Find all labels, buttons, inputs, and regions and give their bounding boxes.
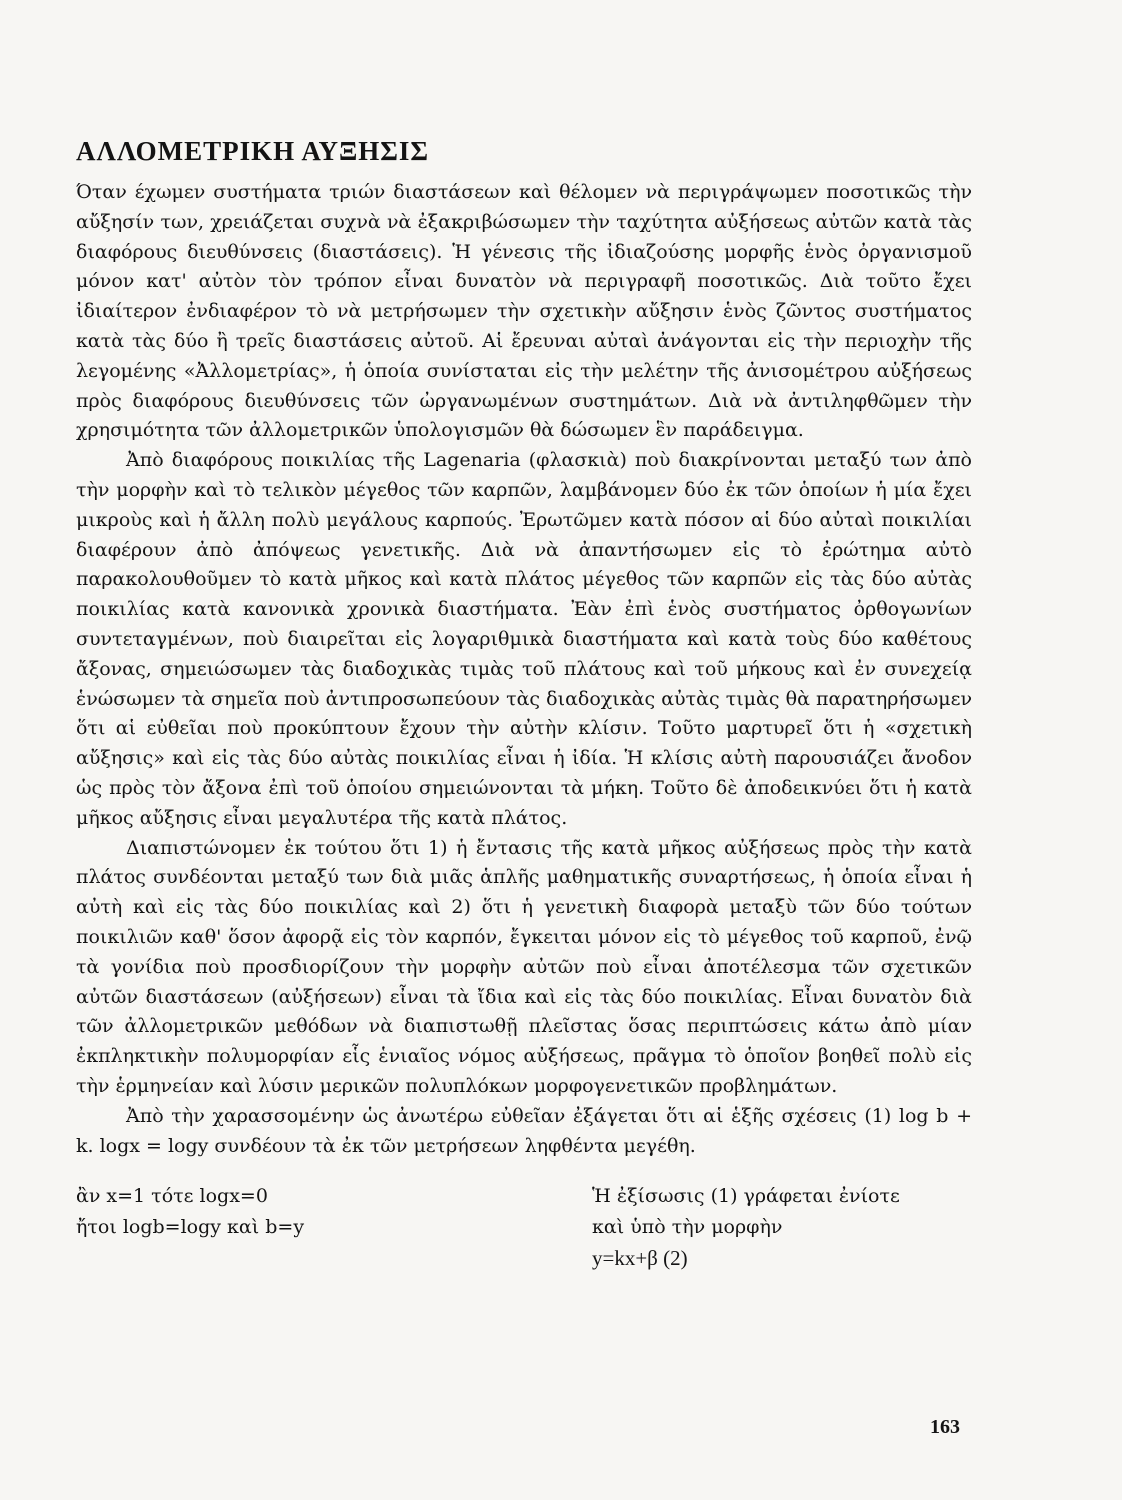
equation-note-continued: καὶ ὑπὸ τὴν μορφὴν [592, 1216, 783, 1239]
equations-block [76, 1181, 972, 1291]
equation-linear-form: y=kx+β (2) [592, 1246, 688, 1271]
equation-note: Ἡ ἐξίσωσις (1) γράφεται ἐνίοτε [592, 1185, 900, 1208]
page-title: ΑΛΛΟΜΕΤΡΙΚΗ ΑΥΞΗΣΙΣ [76, 136, 430, 166]
equations-left [76, 1181, 546, 1243]
page-number: 163 [930, 1416, 960, 1438]
paragraph-relations: Ἀπὸ τὴν χαρασσομένην ὡς ἀνωτέρω εὐθεῖαν ἐξάγεται ὅτι αἱ ἑξῆς σχέσεις (1) log b + k. logx = logy συνδέουν τὰ ἐκ τῶν μετρήσεων ληφθέντα μεγέθη. [76, 1104, 972, 1157]
equation-condition: ἂν x=1 τότε logx=0 [76, 1185, 268, 1208]
equation-result: ἤτοι logb=logy καὶ b=y [76, 1216, 305, 1239]
paragraph-lagenaria: Ἀπὸ διαφόρους ποικιλίας τῆς Lagenaria (φλασκιὰ) ποὺ διακρίνονται μεταξύ των ἀπὸ τὴν μορφὴν καὶ τὸ τελικὸν μέγεθος τῶν καρπῶν, λαμβάνομεν δύο ἐκ τῶν ὁποίων ἡ μία ἔχει μικροὺς καὶ ἡ ἄλλη πολὺ μεγάλους καρπούς. Ἐρωτῶμεν κατὰ πόσον αἱ δύο αὐταὶ ποικιλίαι διαφέρουν ἀπὸ ἀπόψεως γενετικῆς. Διὰ νὰ ἀπαντήσωμεν εἰς τὸ ἐρώτημα αὐτὸ παρακολουθοῦμεν τὸ κατὰ μῆκος καὶ κατὰ πλάτος μέγεθος τῶν καρπῶν εἰς τὰς δύο αὐτὰς ποικιλίας κατὰ κανονικὰ χρονικὰ διαστήματα. Ἐὰν ἐπὶ ἑνὸς συστήματος ὀρθογωνίων συντεταγμένων, ποὺ διαιρεῖται εἰς λογαριθμικὰ διαστήματα καὶ κατὰ τοὺς δύο καθέτους ἄξονας, σημειώσωμεν τὰς διαδοχικὰς τιμὰς τοῦ πλάτους καὶ τοῦ μήκους καὶ ἐν συνεχείᾳ ἑνώσωμεν τὰ σημεῖα ποὺ ἀντιπροσωπεύουν τὰς διαδοχικὰς αὐτὰς τιμὰς θὰ παρατηρήσωμεν ὅτι αἱ εὐθεῖαι ποὺ προκύπτουν ἔχουν τὴν αὐτὴν κλίσιν. Τοῦτο μαρτυρεῖ ὅτι ἡ «σχετικὴ αὔξησις» καὶ εἰς τὰς δύο αὐτὰς ποικιλίας εἶναι ἡ ἰδία. Ἡ κλίσις αὐτὴ παρουσιάζει ἄνοδον ὡς πρὸς τὸν ἄξονα ἐπὶ τοῦ ὁποίου σημειώνονται τὰ μήκη. Τοῦτο δὲ ἀποδεικνύει ὅτι ἡ κατὰ μῆκος αὔξησις εἶναι μεγαλυτέρα τῆς κατὰ πλάτος. [76, 449, 972, 829]
equations-right [592, 1181, 982, 1274]
paragraph-conclusions: Διαπιστώνομεν ἐκ τούτου ὅτι 1) ἡ ἔντασις τῆς κατὰ μῆκος αὐξήσεως πρὸς τὴν κατὰ πλάτος συνδέονται μεταξύ των διὰ μιᾶς ἁπλῆς μαθηματικῆς συναρτήσεως, ἡ ὁποία εἶναι ἡ αὐτὴ καὶ εἰς τὰς δύο ποικιλίας καὶ 2) ὅτι ἡ γενετικὴ διαφορὰ μεταξὺ τῶν δύο τούτων ποικιλιῶν καθ' ὅσον ἀφορᾷ εἰς τὸν καρπόν, ἔγκειται μόνον εἰς τὸ μέγεθος τοῦ καρποῦ, ἐνῷ τὰ γονίδια ποὺ προσδιορίζουν τὴν μορφὴν αὐτῶν ποὺ εἶναι ἀποτέλεσμα τῶν σχετικῶν αὐτῶν διαστάσεων (αὐξήσεων) εἶναι τὰ ἴδια καὶ εἰς τὰς δύο ποικιλίας. Εἶναι δυνατὸν διὰ τῶν ἀλλομετρικῶν μεθόδων νὰ διαπιστωθῇ πλεῖστας ὅσας περιπτώσεις κάτω ἀπὸ μίαν ἐκπληκτικὴν πολυμορφίαν εἷς ἑνιαῖος νόμος αὐξήσεως, πρᾶγμα τὸ ὁποῖον βοηθεῖ πολὺ εἰς τὴν ἑρμηνείαν καὶ λύσιν μερικῶν πολυπλόκων μορφογενετικῶν προβλημάτων. [76, 836, 972, 1097]
page-body [76, 134, 972, 1291]
paragraph-intro: Όταν έχωμεν συστήματα τριών διαστάσεων καὶ θέλομεν νὰ περιγράψωμεν ποσοτικῶς τὴν αὔξησίν των, χρειάζεται συχνὰ νὰ ἐξακριβώσωμεν τὴν ταχύτητα αὐξήσεως αὐτῶν κατὰ τὰς διαφόρους διευθύνσεις (διαστάσεις). Ἡ γένεσις τῆς ἰδιαζούσης μορφῆς ἑνὸς ὀργανισμοῦ μόνον κατ' αὐτὸν τὸν τρόπον εἶναι δυνατὸν νὰ περιγραφῆ ποσοτικῶς. Διὰ τοῦτο ἔχει ἰδιαίτερον ἐνδιαφέρον τὸ νὰ μετρήσωμεν τὴν σχετικὴν αὔξησιν ἑνὸς ζῶντος συστήματος κατὰ τὰς δύο ἢ τρεῖς διαστάσεις αὐτοῦ. Αἱ ἔρευναι αὐταὶ ἀνάγονται εἰς τὴν περιοχὴν τῆς λεγομένης «Ἀλλομετρίας», ἡ ὁποία συνίσταται εἰς τὴν μελέτην τῆς ἀνισομέτρου αὐξήσεως πρὸς διαφόρους διευθύνσεις τῶν ὠργανωμένων συστημάτων. Διὰ νὰ ἀντιληφθῶμεν τὴν χρησιμότητα τῶν ἀλλομετρικῶν ὑπολογισμῶν θὰ δώσωμεν ἓν παράδειγμα. [76, 181, 972, 442]
